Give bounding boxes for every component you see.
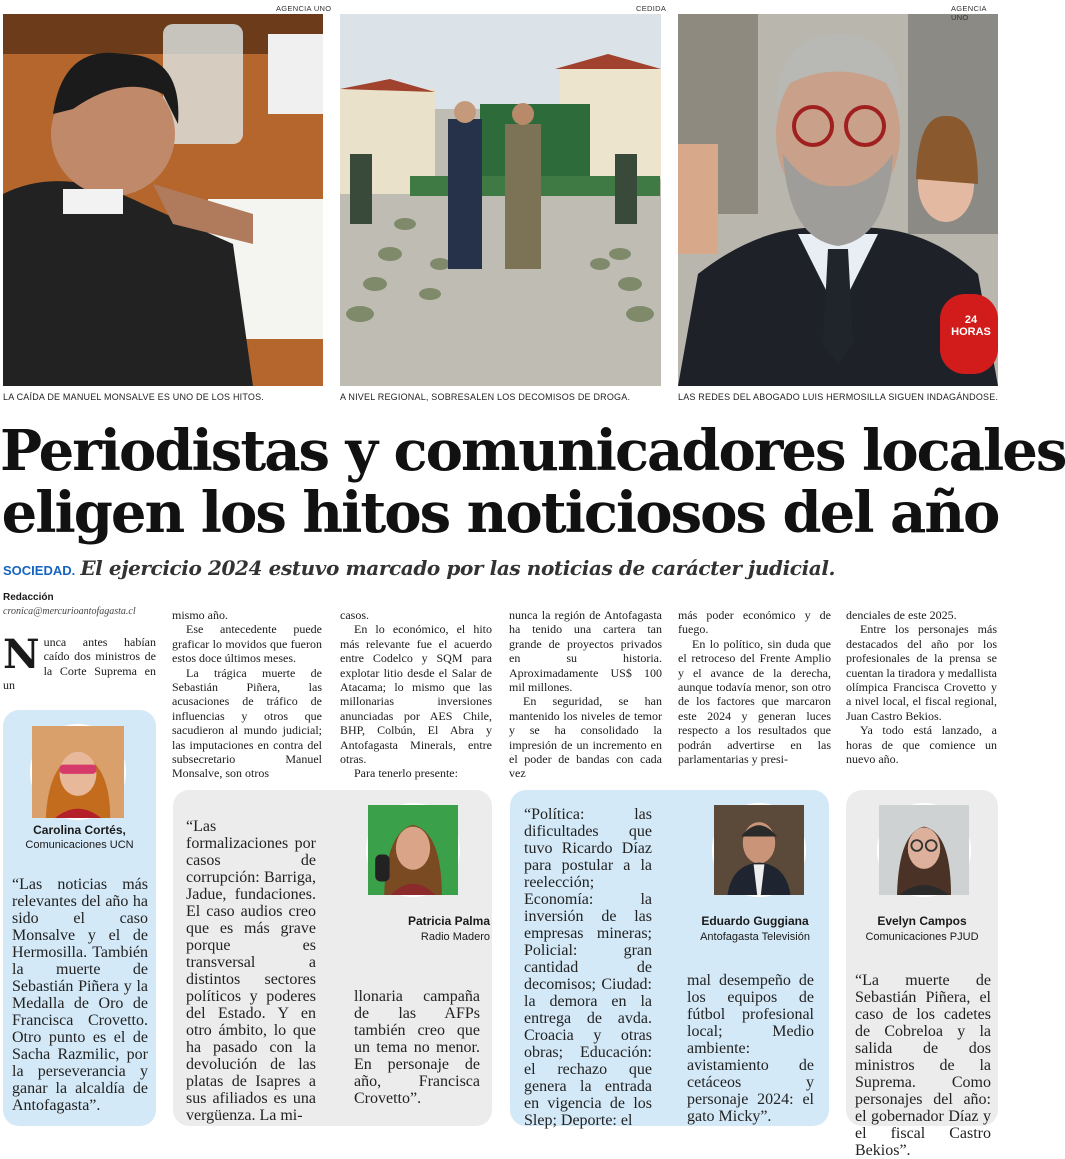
photo-hermosilla (678, 14, 998, 386)
quote-name-patricia: Patricia Palma (407, 914, 490, 928)
body-column-3 (340, 608, 492, 781)
quote-text-eduardo-part-2: mal desempeño de los equipos de fútbol profesional local; Medio ambiente: avistamiento de cetáceos y personaje 2024: el gato Micky”. (687, 972, 814, 1125)
subheadline: El ejercicio 2024 estuvo marcado por las noticias de carácter judicial. (80, 556, 836, 580)
body-paragraph: más poder económico y de fuego. (678, 608, 831, 637)
headline-line-2: eligen los hitos noticiosos del año (1, 480, 999, 546)
body-column-5 (678, 608, 831, 766)
avatar-patricia (366, 803, 460, 897)
quote-text-evelyn: “La muerte de Sebastián Piñera, el caso de los cadetes de Cobreloa y la salida de dos ministros de la Suprema. Como personajes del año: el gobernador Díaz y el fiscal Castro Bekios”. (855, 972, 991, 1159)
body-paragraph: En seguridad, se han mantenido los niveles de temor y se ha consolidado la impresión de un incremento en el poder de bandas con cada vez (509, 694, 662, 781)
body-column-6 (846, 608, 997, 766)
byline: Redacción (3, 592, 54, 603)
body-paragraph: Ya todo está lanzado, a horas de que comience un nuevo año. (846, 723, 997, 767)
headline-line-1: Periodistas y comunicadores locales (0, 418, 1065, 484)
body-paragraph: Entre los personajes más destacados del año por los profesionales de la prensa se cuentan la tiradora y medallista olímpica Francisca Crovetto y a nivel local, el fiscal regional, Juan Castro Bekios. (846, 622, 997, 723)
body-paragraph: En lo económico, el hito más relevante fue el acuerdo entre Codelco y SQM para explotar litio desde el Salar de Atacama; lo mismo que las millonarias inversiones anunciadas por AES Chile, BHP, Colbún, El Abra y Antofagasta Minerals, entre otras. (340, 622, 492, 767)
body-column-4 (509, 608, 662, 781)
quote-name-evelyn: Evelyn Campos (877, 914, 967, 928)
drop-cap: N (3, 631, 40, 678)
body-paragraph: nunca la región de Antofagasta ha tenido una cartera tan grande de proyectos privados en su historia. Aproximadamente US$ 100 mil millones. (509, 608, 662, 695)
body-paragraph: casos. (340, 608, 369, 622)
photo-monsalve (3, 14, 323, 386)
author-email[interactable]: cronica@mercurioantofagasta.cl (3, 606, 136, 617)
body-paragraph: Para tenerlo presente: (354, 766, 458, 781)
microphone-label: 24 HORAS (951, 314, 991, 338)
photo-credit-2: CEDIDA (636, 4, 667, 13)
body-paragraph: En lo político, sin duda que el retroceso del Frente Amplio y el avance de la derecha, aunque todavía menor, son otro de los factores que marcaron este 2024 y generan luces respecto a los resultados que podrán advertirse en las parlamentarias y presi- (678, 636, 831, 767)
body-paragraph: denciales de este 2025. (846, 608, 957, 622)
quote-name-carolina: Carolina Cortés, (33, 823, 126, 837)
photo-credit-3: AGENCIA UNO (951, 4, 987, 22)
body-text: unca antes habían caído dos ministros de la Corte Suprema en un (3, 635, 156, 693)
photo-caption-1: LA CAÍDA DE MANUEL MONSALVE ES UNO DE LOS HITOS. (3, 392, 265, 402)
quote-text-eduardo-part-1: “Política: las dificultades que tuvo Ricardo Díaz para postular a la reelección; Economía: la inversión de las empresas mineras; Policial: gran cantidad de decomisos; Ciudad: la demora en la entrega de avda. Croacia y otras obras; Educación: el rechazo que genera la entrada en vigencia de los Slep; Deporte: el (524, 806, 652, 1129)
quote-name-eduardo: Eduardo Guggiana (701, 914, 809, 928)
photo-caption-2: A NIVEL REGIONAL, SOBRESALEN LOS DECOMISOS DE DROGA. (340, 392, 631, 402)
deck (3, 556, 835, 580)
section-label: SOCIEDAD. (3, 563, 76, 578)
quote-text-patricia-part-1: “Las formalizaciones por casos de corrupción: Barriga, Jadue, fundaciones. El caso audios creo que es más grave porque es transversal a distintos sectores políticos y poderes del Estado. Y en otro ámbito, lo que ha pasado con la devolución de las platas de Isapres a sus afiliados es una vergüenza. La mi- (186, 818, 316, 1124)
quote-role-evelyn: Comunicaciones PJUD (865, 931, 979, 943)
quote-role-eduardo: Antofagasta Televisión (700, 931, 810, 943)
body-paragraph: Ese antecedente puede graficar lo movidos que fueron estos doce últimos meses. (172, 622, 322, 666)
photo-drug-seizure (340, 14, 661, 386)
photo-credit-1: AGENCIA UNO (276, 4, 332, 13)
quote-text-carolina: “Las noticias más relevantes del año ha sido el caso Monsalve y el de Hermosilla. También la muerte de Sebastián Piñera y la Medalla de Oro de Francisca Crovetto. Otro punto es el de Sacha Razmilic, por la perseverancia y ganar la alcaldía de Antofagasta”. (12, 876, 148, 1114)
body-column-1 (3, 631, 156, 693)
quote-text-patricia-part-2: llonaria campaña de las AFPs también creo que un tema no menor. En personaje de año, Francisca Crovetto”. (354, 988, 480, 1107)
avatar-eduardo (712, 803, 806, 897)
body-column-2 (172, 608, 322, 781)
avatar-carolina (30, 724, 126, 820)
avatar-evelyn (877, 803, 971, 897)
body-paragraph: mismo año. (172, 608, 228, 622)
quote-role-patricia: Radio Madero (420, 931, 490, 943)
photo-caption-3: LAS REDES DEL ABOGADO LUIS HERMOSILLA SIGUEN INDAGÁNDOSE. (678, 392, 999, 402)
quote-role-carolina: Comunicaciones UCN (25, 839, 134, 851)
body-paragraph: La trágica muerte de Sebastián Piñera, las acusaciones de tráfico de influencias y otros que sacudieron al mundo judicial; las imputaciones en contra del subsecretario Manuel Monsalve, son otros (172, 665, 322, 781)
